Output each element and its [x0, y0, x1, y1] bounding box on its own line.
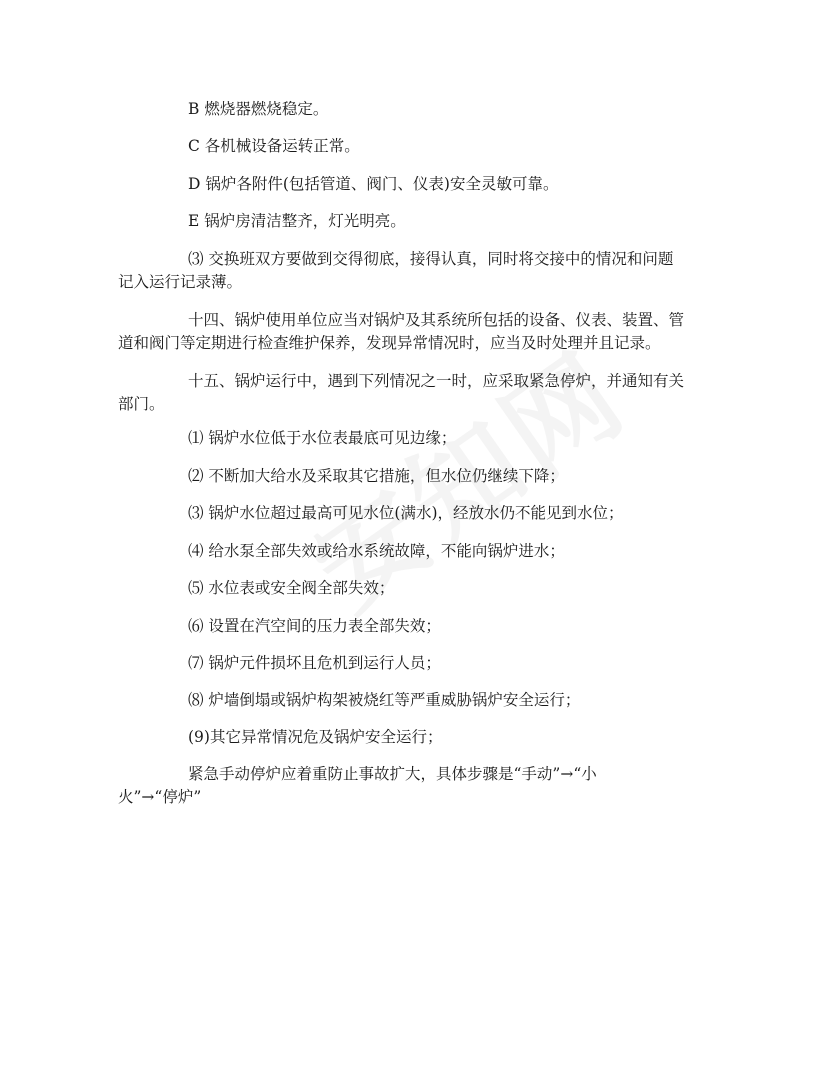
condition-1: ⑴ 锅炉水位低于水位表最底可见边缘； — [188, 429, 457, 447]
condition-8: ⑻ 炉墙倒塌或锅炉构架被烧红等严重威胁锅炉安全运行； — [188, 691, 581, 709]
condition-3: ⑶ 锅炉水位超过最高可见水位(满水)，经放水仍不能见到水位； — [188, 504, 624, 522]
item3-line1: ⑶ 交换班双方要做到交得彻底，接得认真，同时将交接中的情况和问题 — [188, 250, 674, 268]
item3-line2: 记入运行记录薄。 — [118, 273, 243, 291]
item-d: D 锅炉各附件(包括管道、阀门、仪表)安全灵敏可靠。 — [188, 175, 559, 193]
section14-line1: 十四、锅炉使用单位应当对锅炉及其系统所包括的设备、仪表、装置、管 — [188, 311, 685, 329]
section15-line1: 十五、锅炉运行中，遇到下列情况之一时，应采取紧急停炉，并通知有关 — [188, 372, 685, 390]
section14-line2: 道和阀门等定期进行检查维护保养，发现异常情况时，应当及时处理并且记录。 — [118, 334, 661, 352]
item-e: E 锅炉房清洁整齐，灯光明亮。 — [188, 212, 406, 230]
item-c: C 各机械设备运转正常。 — [188, 137, 360, 155]
item-b: B 燃烧器燃烧稳定。 — [188, 100, 329, 118]
condition-4: ⑷ 给水泵全部失效或给水系统故障，不能向锅炉进水； — [188, 542, 565, 560]
condition-2: ⑵ 不断加大给水及采取其它措施，但水位仍继续下降； — [188, 467, 565, 485]
condition-7: ⑺ 锅炉元件损坏且危机到运行人员； — [188, 654, 441, 672]
section15-line2: 部门。 — [118, 395, 165, 413]
condition-9: (9)其它异常情况危及锅炉安全运行； — [188, 728, 443, 746]
condition-5: ⑸ 水位表或安全阀全部失效； — [188, 579, 395, 597]
final-line2: 火”→“停炉” — [118, 788, 202, 806]
final-line1: 紧急手动停炉应着重防止事故扩大，具体步骤是“手动”→“小 — [188, 765, 597, 783]
condition-6: ⑹ 设置在汽空间的压力表全部失效； — [188, 617, 441, 635]
